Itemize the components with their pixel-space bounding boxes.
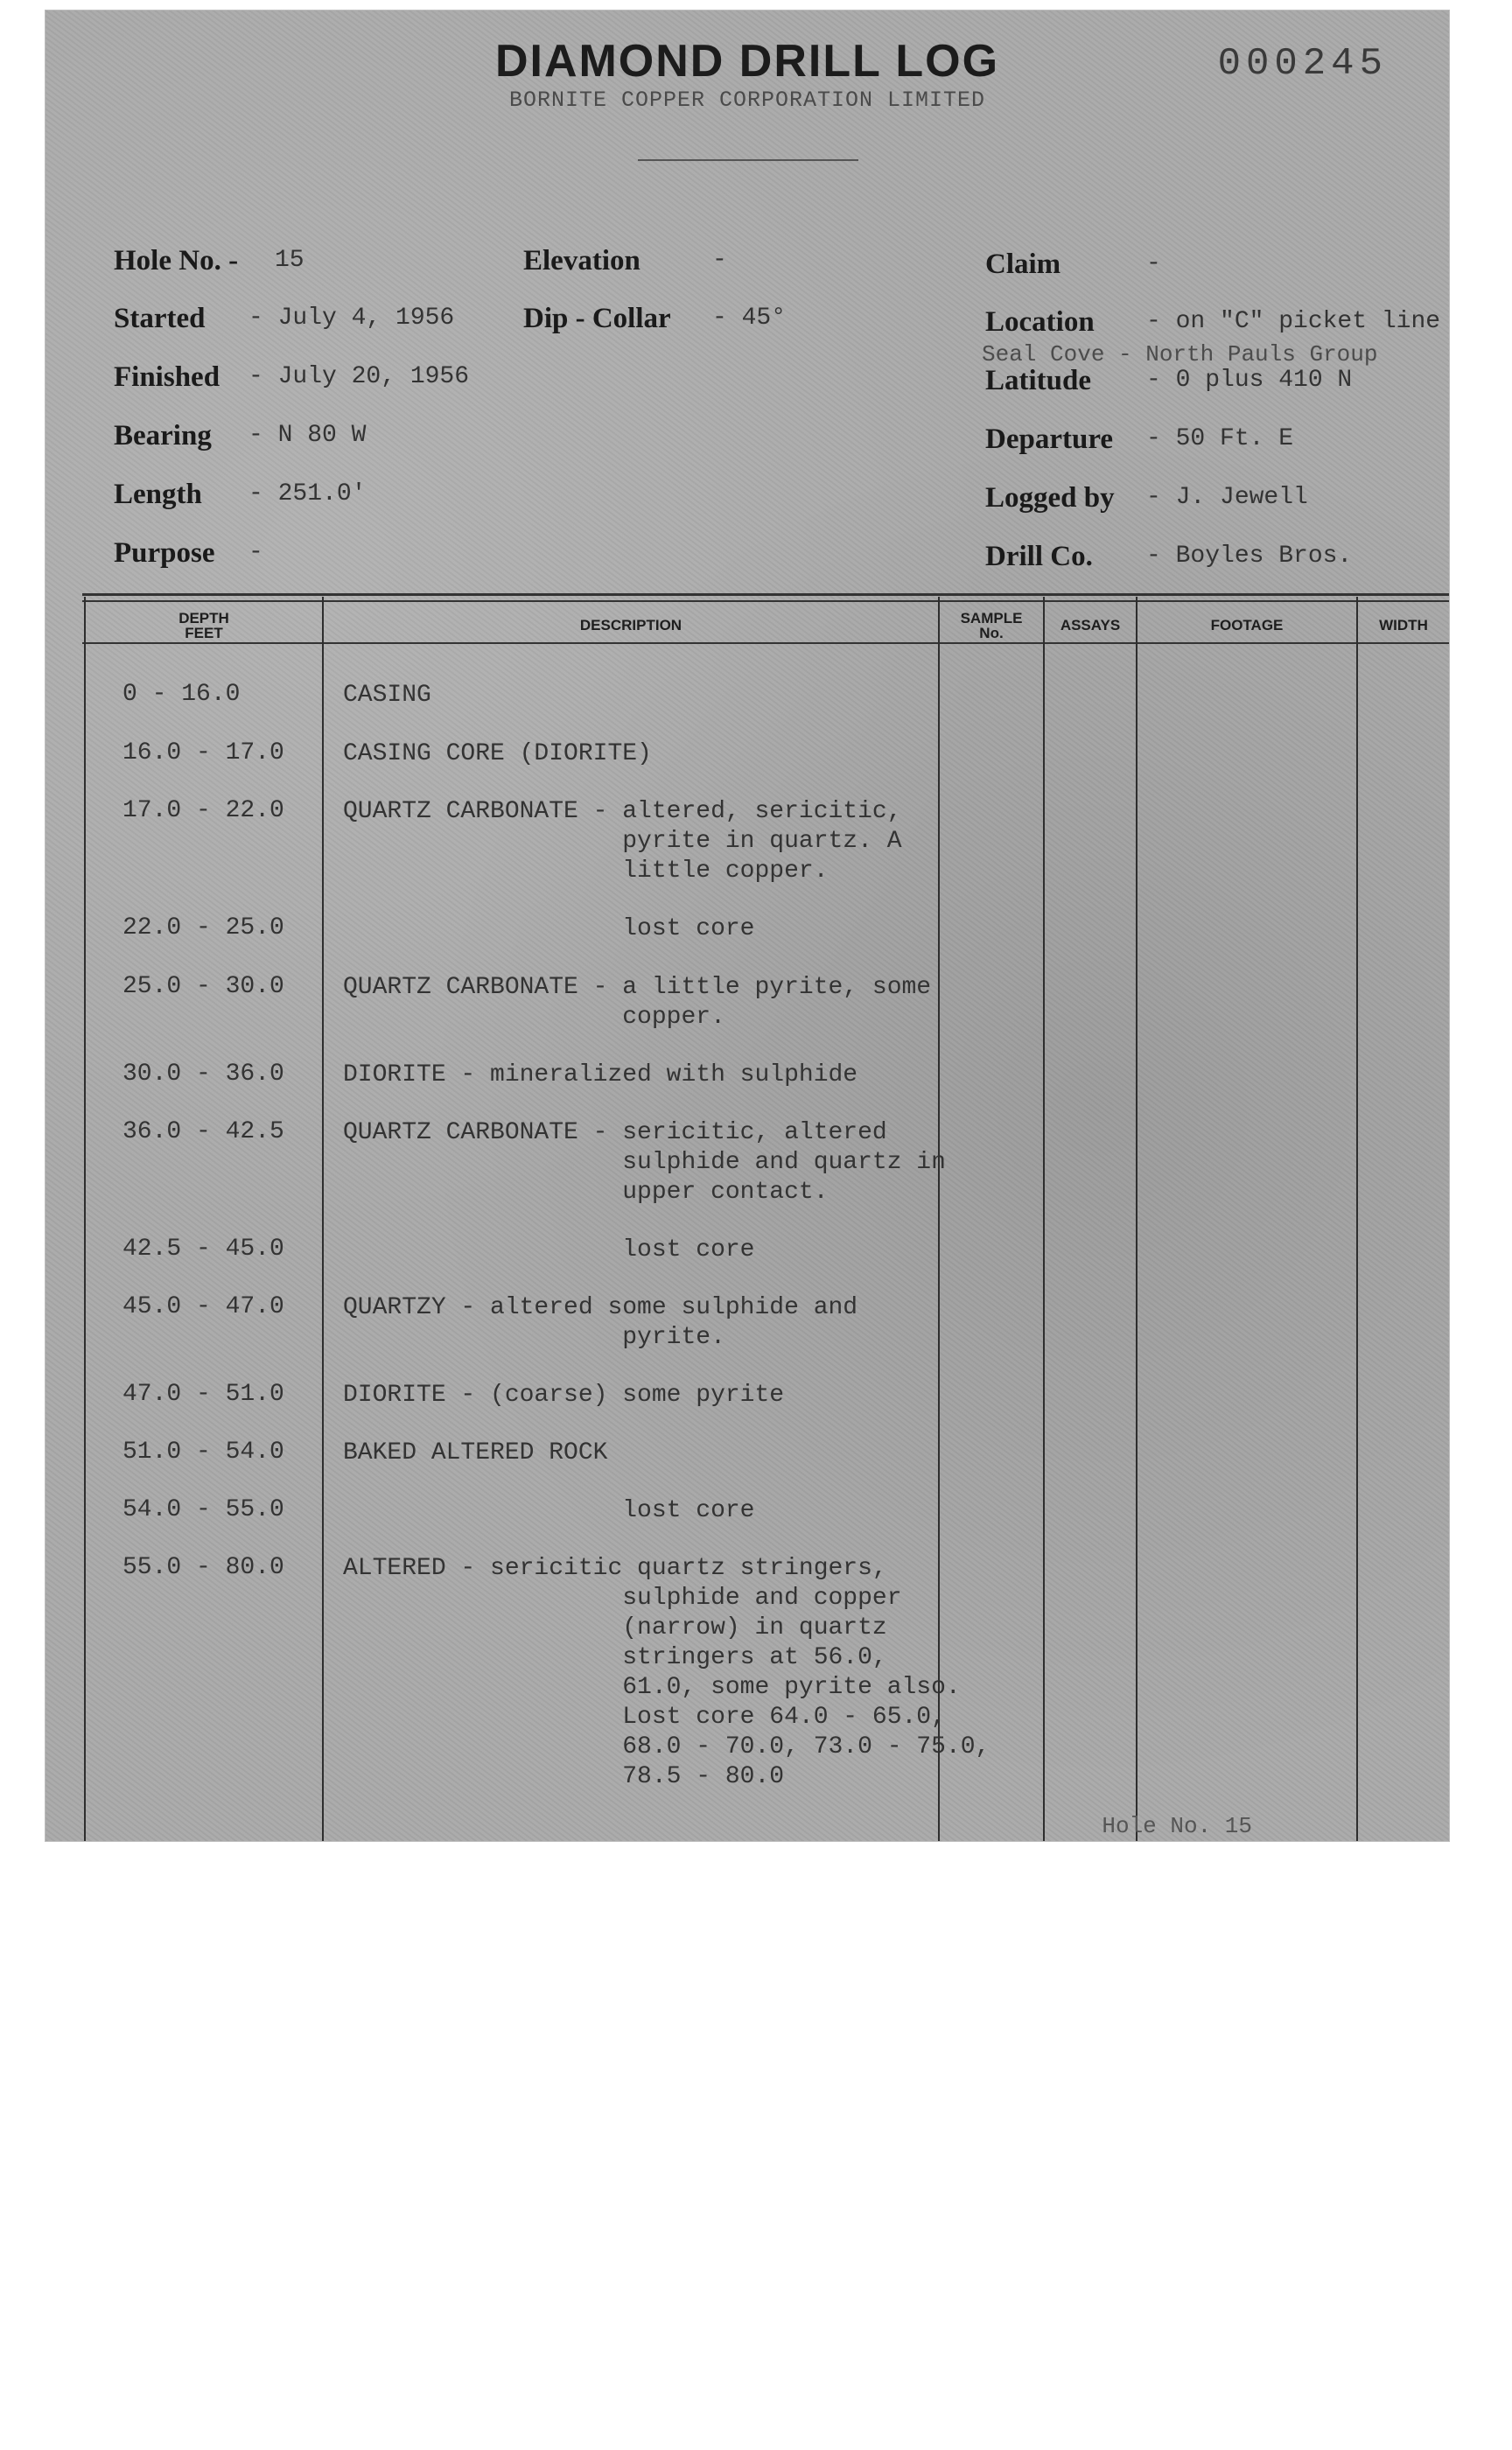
row-description: BAKED ALTERED ROCK (343, 1439, 608, 1466)
header-rule (638, 159, 858, 161)
row-depth: 0 - 16.0 (122, 681, 241, 708)
row-depth: 22.0 - 25.0 (122, 914, 284, 942)
document-title: DIAMOND DRILL LOG (494, 36, 1000, 87)
started-value: - July 4, 1956 (248, 304, 455, 332)
col-header-sample: SAMPLE No. (960, 610, 1023, 641)
col-header-assays: ASSAYS (1060, 617, 1121, 634)
table-header-rule (82, 642, 1449, 644)
row-depth: 17.0 - 22.0 (122, 797, 284, 824)
col-header-width: WIDTH (1379, 617, 1428, 634)
latitude-value: - 0 plus 410 N (1146, 367, 1353, 394)
row-description: lost core (343, 915, 755, 942)
column-divider-left (84, 597, 86, 1841)
col-header-footage: FOOTAGE (1210, 617, 1284, 634)
row-description: ALTERED - sericitic quartz stringers, sulphide and copper (narrow) in quartz stringers at 56.0, 61.0, some pyrite also. Lost core 64.0 - 65.0, 68.0 - 70.0, 73.0 - 75.0, 78.5 - 80.0 (343, 1555, 990, 1790)
row-depth: 16.0 - 17.0 (122, 739, 284, 766)
column-divider-depth (322, 597, 324, 1841)
elevation-label: Elevation (523, 245, 640, 276)
drill-co-label: Drill Co. (985, 541, 1093, 572)
logged-by-label: Logged by (985, 482, 1115, 514)
claim-label: Claim (985, 248, 1061, 280)
row-description: QUARTZ CARBONATE - altered, sericitic, pyrite in quartz. A little copper. (343, 798, 902, 885)
row-description: QUARTZY - altered some sulphide and pyrite. (343, 1294, 858, 1351)
company-name: BORNITE COPPER CORPORATION LIMITED (508, 88, 986, 113)
finished-label: Finished (114, 361, 220, 393)
row-description: CASING (343, 682, 431, 709)
drill-co-value: - Boyles Bros. (1146, 542, 1353, 570)
departure-value: - 50 Ft. E (1146, 425, 1294, 452)
purpose-label: Purpose (114, 537, 215, 569)
row-depth: 47.0 - 51.0 (122, 1381, 284, 1408)
row-description: lost core (343, 1236, 755, 1264)
dip-collar-value: - 45° (712, 304, 787, 332)
purpose-value: - (248, 539, 263, 566)
length-value: - 251.0' (248, 480, 367, 508)
dip-collar-label: Dip - Collar (523, 303, 671, 334)
row-description: QUARTZ CARBONATE - sericitic, altered sulphide and quartz in upper contact. (343, 1119, 946, 1206)
row-description: CASING CORE (DIORITE) (343, 740, 652, 767)
column-divider-assays (1136, 597, 1138, 1841)
column-divider-footage (1356, 597, 1358, 1841)
document-number: 000245 (1217, 42, 1388, 86)
finished-value: - July 20, 1956 (248, 363, 470, 390)
started-label: Started (114, 303, 206, 334)
col-header-description: DESCRIPTION (579, 617, 682, 634)
row-depth: 54.0 - 55.0 (122, 1496, 284, 1523)
table-top-rule-inner (82, 600, 1449, 602)
page-footer-hole-no: Hole No. 15 (1102, 1813, 1252, 1839)
location-note: Seal Cove - North Pauls Group (982, 341, 1378, 368)
table-top-rule (82, 593, 1449, 596)
row-description: DIORITE - (coarse) some pyrite (343, 1382, 785, 1409)
hole-no-label: Hole No. - (114, 245, 239, 276)
row-depth: 30.0 - 36.0 (122, 1060, 284, 1088)
claim-value: - (1146, 250, 1161, 277)
location-label: Location (985, 306, 1095, 338)
elevation-value: - (712, 247, 727, 274)
row-depth: 25.0 - 30.0 (122, 973, 284, 1000)
length-label: Length (114, 479, 202, 510)
bearing-label: Bearing (114, 420, 212, 452)
row-depth: 36.0 - 42.5 (122, 1118, 284, 1145)
latitude-label: Latitude (985, 365, 1092, 396)
row-description: lost core (343, 1497, 755, 1524)
col-header-depth: DEPTH FEET (178, 610, 229, 641)
departure-label: Departure (985, 424, 1114, 455)
drill-log-sheet (46, 10, 1449, 1841)
row-description: QUARTZ CARBONATE - a little pyrite, some copper. (343, 974, 932, 1031)
row-depth: 51.0 - 54.0 (122, 1438, 284, 1466)
row-depth: 42.5 - 45.0 (122, 1236, 284, 1263)
row-description: DIORITE - mineralized with sulphide (343, 1061, 858, 1088)
bearing-value: - N 80 W (248, 422, 367, 449)
hole-no-value: 15 (275, 247, 304, 274)
logged-by-value: - J. Jewell (1146, 484, 1308, 511)
location-value: - on "C" picket line (1146, 308, 1441, 335)
row-depth: 55.0 - 80.0 (122, 1554, 284, 1581)
row-depth: 45.0 - 47.0 (122, 1293, 284, 1320)
